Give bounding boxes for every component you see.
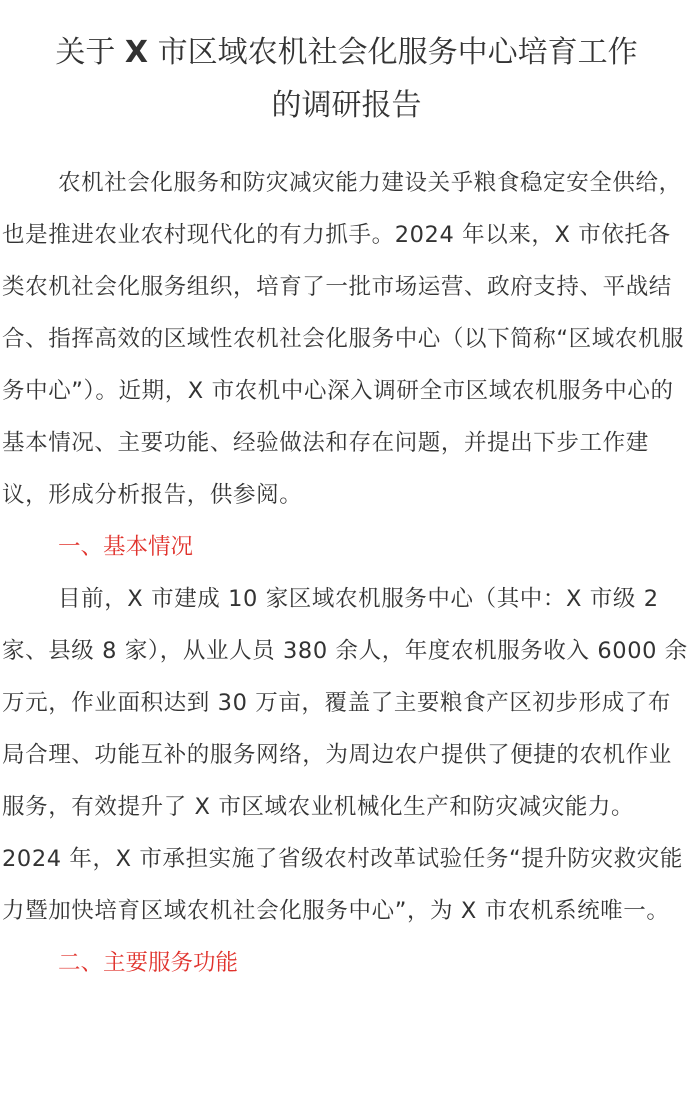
section-heading-basic-situation: 一、基本情况 <box>58 534 194 560</box>
document-title <box>0 26 693 132</box>
title-line-2: 的调研报告 <box>271 88 422 123</box>
document-body <box>0 157 693 989</box>
title-line-1 <box>0 26 693 79</box>
intro-paragraph: 农机社会化服务和防灾减灾能力建设关乎粮食稳定安全供给，也是推进农业农村现代化的有力抓手。2024 年以来，X 市依托各类农机社会化服务组织，培育了一批市场运营、政府支持、平战结合、指挥高效的区域性农机社会化服务中心（以下简称“区域农机服务中心”）。近期，X 市农机中心深入调研全市区域农机服务中心的基本情况、主要功能、经验做法和存在问题，并提出下步工作建议，形成分析报告，供参阅。 <box>2 170 685 508</box>
title-city-name: X <box>124 35 149 70</box>
section-heading-main-functions: 二、主要服务功能 <box>58 950 239 976</box>
basic-situation-paragraph: 目前，X 市建成 10 家区域农机服务中心（其中：X 市级 2 家、县级 8 家），从业人员 380 余人，年度农机服务收入 6000 余万元，作业面积达到 30 万亩，覆盖了主要粮食产区初步形成了布局合理、功能互补的服务网络，为周边农户提供了便捷的农机作业服务，有效提升了 X 市区域农业机械化生产和防灾减灾能力。2024 年，X 市承担实施了省级农村改革试验任务“提升防灾救灾能力暨加快培育区域农机社会化服务中心”，为 X 市农机系统唯一。 <box>2 586 688 924</box>
title-prefix: 关于 <box>55 35 116 70</box>
title-main-text: 市区域农机社会化服务中心培育工作 <box>157 35 638 70</box>
